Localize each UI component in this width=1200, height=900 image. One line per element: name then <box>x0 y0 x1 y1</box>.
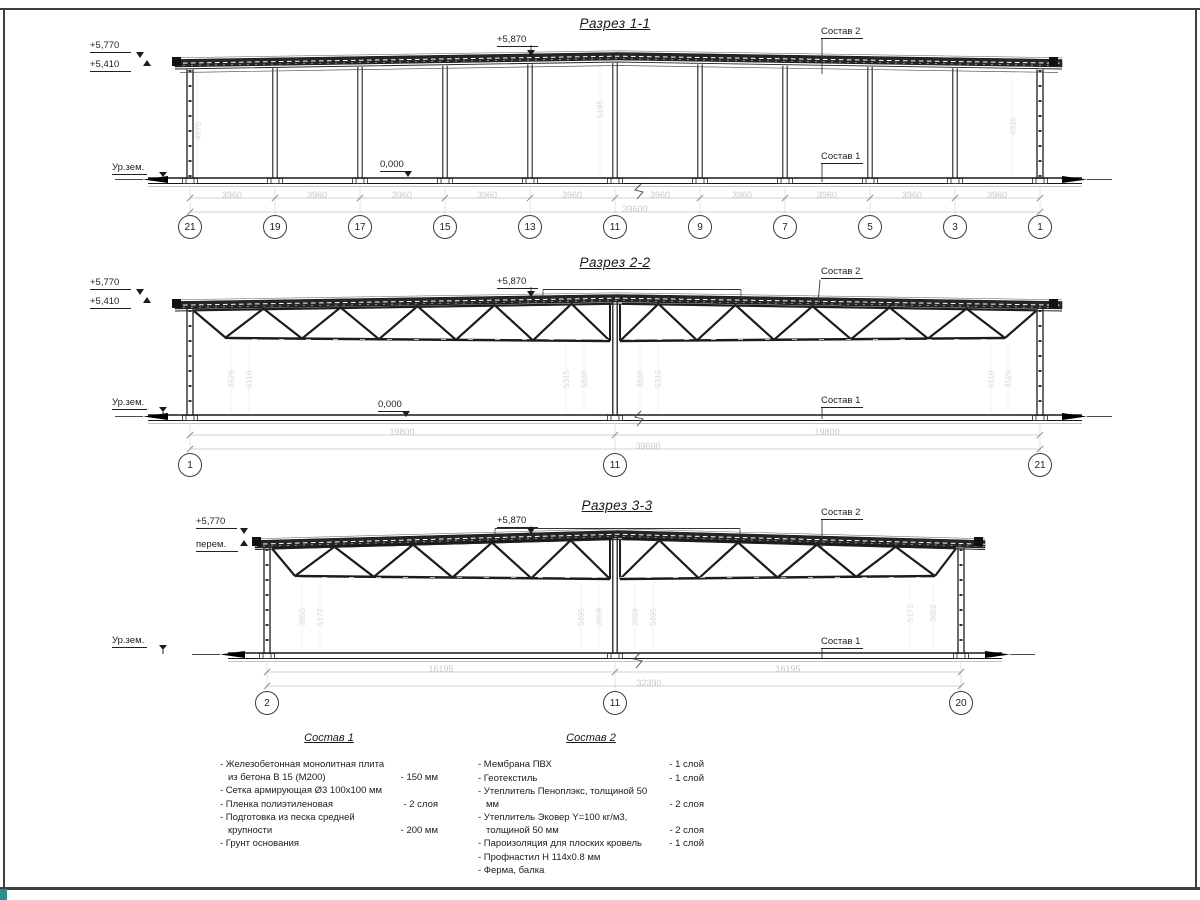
height-dim: 5315 <box>562 370 571 388</box>
section3-structure <box>159 520 1035 691</box>
grid-bubble: 11 <box>603 691 627 715</box>
section1-structure <box>115 39 1112 215</box>
bay-dim: 3960 <box>221 190 243 200</box>
zero-level-mark: 0,000 <box>378 399 405 412</box>
legend-layer2 <box>478 732 704 879</box>
elevation-mark: +5,770 <box>90 277 131 290</box>
grid-bubble: 17 <box>348 215 372 239</box>
elevation-mark: перем. <box>196 539 238 552</box>
section2-title: Разрез 2-2 <box>579 255 651 270</box>
height-dim: 3959 <box>631 608 640 626</box>
grid-bubble: 1 <box>1028 215 1052 239</box>
level-flag-icon <box>527 528 535 534</box>
grid-bubble: 13 <box>518 215 542 239</box>
span-dim: 16195 <box>428 664 454 674</box>
elevation-mark: +5,410 <box>90 296 131 309</box>
level-flag-icon <box>527 291 535 297</box>
bay-dim: 3960 <box>476 190 498 200</box>
legend-item: - Утеплитель Пеноплэкс, толщиной 50 мм - 2 слоя <box>478 786 704 810</box>
elevation-mark: +5,770 <box>196 516 237 529</box>
section2-structure <box>115 280 1112 453</box>
ground-level-label: Ур.зем. <box>112 162 147 175</box>
grid-bubble: 11 <box>603 215 627 239</box>
span-dim: 16195 <box>775 664 801 674</box>
level-flag-icon <box>136 52 144 58</box>
height-dim: 5195 <box>596 100 605 118</box>
legend-item: - Грунт основания <box>220 838 300 849</box>
height-dim: 5110 <box>245 370 254 388</box>
grid-bubble: 3 <box>943 215 967 239</box>
section3-title: Разрез 3-3 <box>581 498 653 513</box>
elevation-mark: +5,870 <box>497 515 538 528</box>
grid-bubble: 19 <box>263 215 287 239</box>
bay-dim: 3960 <box>561 190 583 200</box>
level-flag-icon <box>136 289 144 295</box>
total-dim: 39600 <box>622 204 648 214</box>
height-dim: 5110 <box>987 370 996 388</box>
layer2-callout: Состав 2 <box>821 26 863 39</box>
height-dim: 3529 <box>227 370 236 388</box>
height-dim: 5838 <box>580 370 589 388</box>
legend-item: - Мембрана ПВХ - 1 слой <box>478 759 704 770</box>
layer2-callout: Состав 2 <box>821 266 863 279</box>
height-dim: 3959 <box>595 608 604 626</box>
level-flag-icon <box>527 50 535 56</box>
legend-item: - Железобетонная монолитная плита из бетона В 15 (М200) - 150 мм <box>220 759 438 783</box>
grid-bubble: 2 <box>255 691 279 715</box>
total-dim: 39600 <box>635 441 661 451</box>
ground-level-label: Ур.зем. <box>112 635 147 648</box>
bay-dim: 3960 <box>649 190 671 200</box>
legend-item: - Подготовка из песка средней крупности - 200 мм <box>220 812 438 836</box>
legend-item: - Пленка полиэтиленовая - 2 слоя <box>220 798 438 810</box>
legend-item: - Ферма, балка <box>478 865 545 876</box>
grid-bubble: 21 <box>1028 453 1052 477</box>
elevation-mark: +5,870 <box>497 34 538 47</box>
bay-dim: 3960 <box>306 190 328 200</box>
span-dim: 19800 <box>389 427 415 437</box>
legend2-title: Состав 2 <box>566 732 616 744</box>
level-flag-icon <box>402 411 410 417</box>
height-dim: 3529 <box>1004 370 1013 388</box>
bay-dim: 3960 <box>986 190 1008 200</box>
legend-item: - Утеплитель Эковер Y=100 кг/м3, толщиной 50 мм - 2 слоя <box>478 812 704 836</box>
section1-title: Разрез 1-1 <box>579 16 651 31</box>
height-dim: 5172 <box>906 604 915 622</box>
height-dim: 4935 <box>1009 117 1018 135</box>
height-dim: 5495 <box>649 608 658 626</box>
bay-dim: 3960 <box>901 190 923 200</box>
level-flag-icon <box>404 171 412 177</box>
bay-dim: 3960 <box>816 190 838 200</box>
grid-bubble: 15 <box>433 215 457 239</box>
elevation-mark: +5,770 <box>90 40 131 53</box>
layer2-callout: Состав 2 <box>821 507 863 520</box>
span-dim: 19800 <box>814 427 840 437</box>
elevation-mark: +5,870 <box>497 276 538 289</box>
total-dim: 32390 <box>636 678 662 688</box>
legend-item: - Профнастил Н 114x0.8 мм <box>478 851 601 863</box>
grid-bubble: 7 <box>773 215 797 239</box>
grid-bubble: 20 <box>949 691 973 715</box>
level-flag-icon <box>143 60 151 66</box>
height-dim: 5172 <box>316 608 325 626</box>
layer1-callout: Состав 1 <box>821 636 863 649</box>
grid-bubble: 1 <box>178 453 202 477</box>
grid-bubble: 21 <box>178 215 202 239</box>
layer1-callout: Состав 1 <box>821 151 863 164</box>
zero-level-mark: 0,000 <box>380 159 407 172</box>
legend-item: - Геотекстиль - 1 слой <box>478 772 704 784</box>
bay-dim: 3960 <box>731 190 753 200</box>
height-dim: 4970 <box>194 122 203 140</box>
level-flag-icon <box>240 540 248 546</box>
legend-layer1 <box>220 732 438 852</box>
grid-bubble: 9 <box>688 215 712 239</box>
legend-item: - Сетка армирующая Ø3 100х100 мм <box>220 785 383 796</box>
grid-bubble: 5 <box>858 215 882 239</box>
height-dim: 5495 <box>577 608 586 626</box>
grid-bubble: 11 <box>603 453 627 477</box>
height-dim: 3652 <box>929 604 938 622</box>
height-dim: 3650 <box>298 608 307 626</box>
height-dim: 5315 <box>654 370 663 388</box>
level-flag-icon <box>240 528 248 534</box>
legend-item: - Пароизоляция для плоских кровель - 1 слой <box>478 838 704 849</box>
layer1-callout: Состав 1 <box>821 395 863 408</box>
legend1-title: Состав 1 <box>304 732 354 744</box>
ground-level-label: Ур.зем. <box>112 397 147 410</box>
elevation-mark: +5,410 <box>90 59 131 72</box>
height-dim: 3838 <box>636 370 645 388</box>
level-flag-icon <box>143 297 151 303</box>
bay-dim: 3960 <box>391 190 413 200</box>
